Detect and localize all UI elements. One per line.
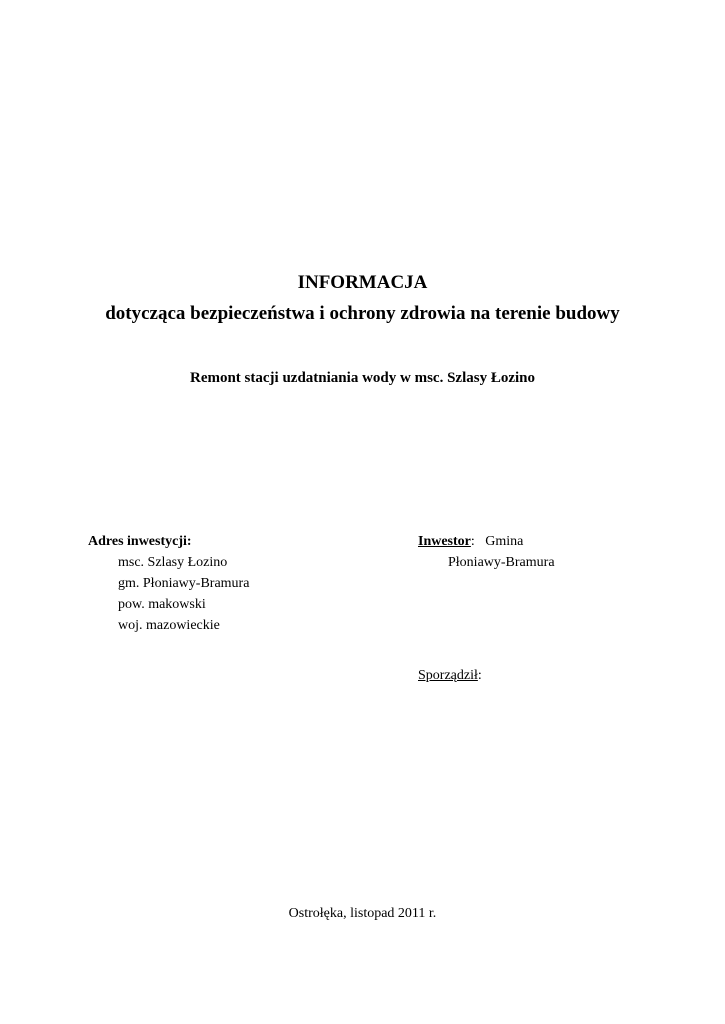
document-subtitle: dotycząca bezpieczeństwa i ochrony zdrowia na terenie budowy [105,303,620,324]
document-title: INFORMACJA [297,272,428,293]
investor-colon: : [470,534,475,549]
investor-value: Gmina [485,534,524,549]
investor-value-continued: Płoniawy-Bramura [448,555,555,570]
prepared-by-label: Sporządził [418,668,478,683]
investor-row [418,531,555,552]
investment-address [88,531,249,636]
address-line: gm. Płoniawy-Bramura [118,576,250,591]
place-date: Ostrołęka, listopad 2011 r. [288,906,437,921]
address-label: Adres inwestycji: [88,534,192,549]
investor-block [418,531,555,573]
project-name: Remont stacji uzdatniania wody w msc. Szlasy Łozino [189,370,535,386]
address-line: pow. makowski [118,597,206,612]
address-line: msc. Szlasy Łozino [118,555,228,570]
prepared-by-colon: : [477,668,482,683]
prepared-by-block [418,665,482,686]
address-line: woj. mazowieckie [118,618,220,633]
investor-label: Inwestor [418,534,471,549]
